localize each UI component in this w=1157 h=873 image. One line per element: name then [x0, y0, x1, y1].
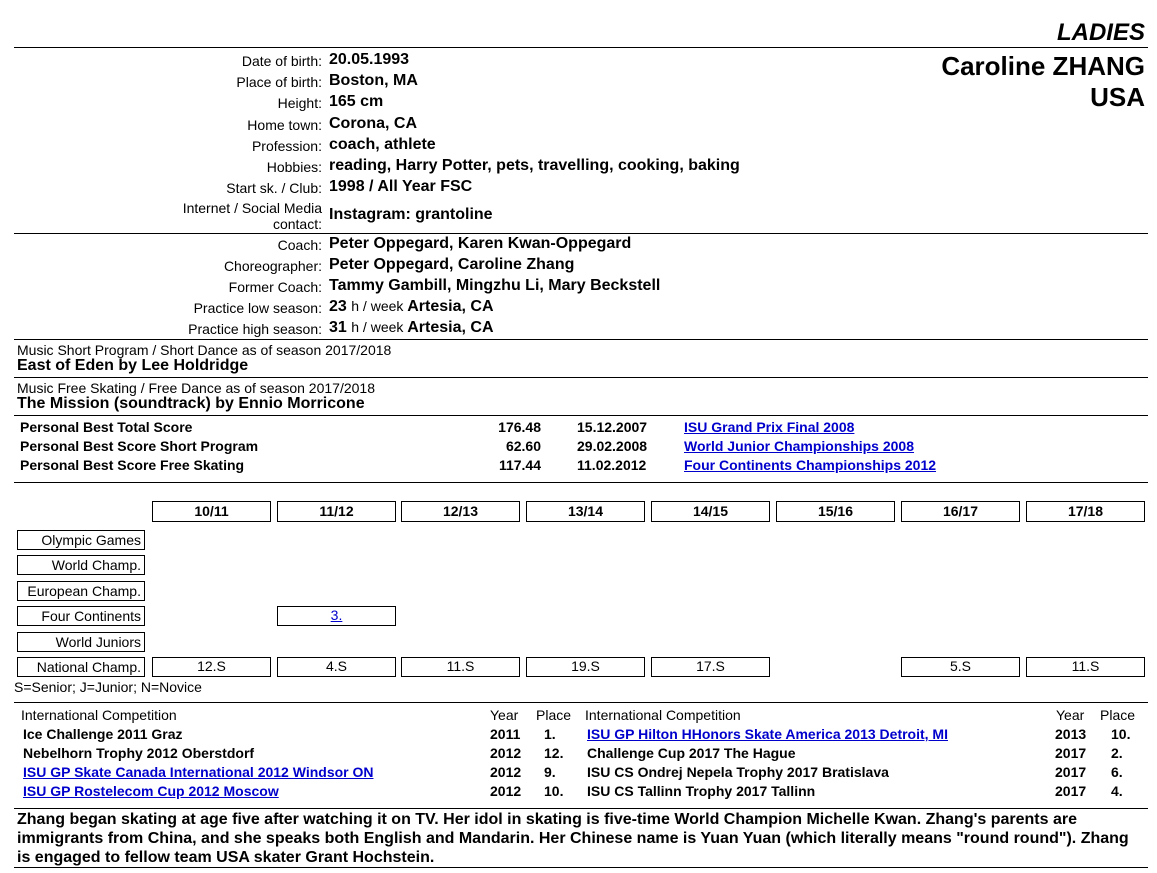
result-cell: 5.S: [901, 657, 1020, 677]
social-value: Instagram: grantoline: [329, 206, 493, 223]
intl-header-year: Year: [1056, 707, 1085, 723]
competition-name: ISU CS Tallinn Trophy 2017 Tallinn: [587, 783, 816, 799]
divider: [14, 377, 1148, 378]
result-link[interactable]: 3.: [330, 607, 343, 623]
bio-value: reading, Harry Potter, pets, travelling, cooking, baking: [329, 157, 740, 174]
bio-value: coach, athlete: [329, 136, 436, 153]
social-label: contact:: [272, 216, 322, 232]
bio-label: Place of birth:: [236, 74, 322, 90]
bio-label: Profession:: [251, 138, 322, 154]
intl-header-competition: International Competition: [585, 707, 741, 723]
practice-hours: 31: [329, 319, 347, 336]
skater-country: USA: [1090, 82, 1145, 112]
former-coach-value: Tammy Gambill, Mingzhu Li, Mary Beckstell: [329, 277, 661, 294]
bio-value: 20.05.1993: [329, 51, 410, 68]
coach-value: Peter Oppegard, Karen Kwan-Oppegard: [329, 235, 632, 252]
results-row-label: World Juniors: [17, 632, 145, 652]
competition-year: 2012: [490, 764, 522, 780]
pb-event-link[interactable]: Four Continents Championships 2012: [684, 457, 937, 473]
result-cell: 11.S: [401, 657, 520, 677]
competition-year: 2011: [490, 726, 521, 742]
result-cell: 19.S: [526, 657, 645, 677]
results-row-label: European Champ.: [17, 581, 145, 601]
pb-date: 15.12.2007: [577, 419, 648, 435]
practice-place: Artesia, CA: [407, 298, 494, 315]
results-row-label: World Champ.: [17, 555, 145, 575]
social-label: Internet / Social Media: [182, 200, 322, 216]
results-row-label: Four Continents: [17, 606, 145, 626]
bio-label: Date of birth:: [241, 53, 322, 69]
free-music-label: Music Free Skating / Free Dance as of season 2017/2018: [17, 380, 375, 396]
competition-year: 2017: [1055, 783, 1087, 799]
free-music-title: The Mission (soundtrack) by Ennio Morricone: [17, 395, 365, 412]
competition-place: 6.: [1111, 764, 1123, 780]
results-row-label: Olympic Games: [17, 530, 145, 550]
bio-label: Hobbies:: [266, 159, 322, 175]
divider: [14, 808, 1148, 809]
competition-year: 2017: [1055, 745, 1087, 761]
competition-place: 10.: [1111, 726, 1131, 742]
intl-header-place: Place: [1100, 707, 1136, 723]
practice-label: Practice high season:: [188, 321, 322, 337]
practice-value: [329, 319, 494, 337]
practice-label: Practice low season:: [193, 300, 322, 316]
season-header: 15/16: [776, 501, 895, 522]
intl-header-place: Place: [536, 707, 572, 723]
competition-place: 2.: [1111, 745, 1123, 761]
result-cell[interactable]: [277, 606, 396, 626]
practice-unit: h / week: [351, 319, 404, 335]
level-legend: S=Senior; J=Junior; N=Novice: [14, 679, 202, 695]
season-header: 14/15: [651, 501, 770, 522]
intl-header-year: Year: [490, 707, 519, 723]
divider: [14, 47, 1148, 48]
divider: [14, 415, 1148, 416]
coach-label: Coach:: [277, 237, 322, 253]
practice-hours: 23: [329, 298, 347, 315]
competition-name: Ice Challenge 2011 Graz: [23, 726, 183, 742]
bio-label: Start sk. / Club:: [226, 180, 322, 196]
bio-value: Boston, MA: [329, 72, 418, 89]
season-header: 12/13: [401, 501, 520, 522]
competition-place: 4.: [1111, 783, 1123, 799]
result-cell: 4.S: [277, 657, 396, 677]
bio-value: 165 cm: [329, 93, 384, 110]
pb-label: Personal Best Score Short Program: [20, 438, 259, 454]
pb-date: 29.02.2008: [577, 438, 648, 454]
result-cell: 17.S: [651, 657, 770, 677]
choreographer-label: Choreographer:: [223, 258, 322, 274]
season-header: 13/14: [526, 501, 645, 522]
pb-score: 62.60: [505, 438, 541, 454]
pb-event-link[interactable]: World Junior Championships 2008: [684, 438, 915, 454]
season-header: 17/18: [1026, 501, 1145, 522]
competition-place: 9.: [544, 764, 556, 780]
pb-score: 176.48: [498, 419, 541, 435]
competition-place: 12.: [544, 745, 564, 761]
divider: [14, 867, 1148, 868]
competition-year: 2012: [490, 783, 522, 799]
result-cell: 11.S: [1026, 657, 1145, 677]
competition-link[interactable]: ISU GP Skate Canada International 2012 Windsor ON: [23, 764, 374, 780]
result-cell: 12.S: [152, 657, 271, 677]
results-row-label: National Champ.: [17, 657, 145, 677]
competition-year: 2013: [1055, 726, 1087, 742]
competition-link[interactable]: ISU GP Rostelecom Cup 2012 Moscow: [23, 783, 279, 799]
short-music-label: Music Short Program / Short Dance as of season 2017/2018: [17, 342, 392, 358]
divider: [14, 702, 1148, 703]
competition-year: 2017: [1055, 764, 1087, 780]
pb-date: 11.02.2012: [577, 457, 647, 473]
former-coach-label: Former Coach:: [228, 279, 322, 295]
season-header: 10/11: [152, 501, 271, 522]
pb-event-link[interactable]: ISU Grand Prix Final 2008: [684, 419, 855, 435]
season-header: 11/12: [277, 501, 396, 522]
pb-label: Personal Best Total Score: [20, 419, 193, 435]
practice-value: [329, 298, 494, 316]
divider: [14, 482, 1148, 483]
divider: [14, 339, 1148, 340]
pb-score: 117.44: [498, 457, 541, 473]
competition-link[interactable]: ISU GP Hilton HHonors Skate America 2013 Detroit, MI: [587, 726, 948, 742]
bio-value: Corona, CA: [329, 115, 417, 132]
season-header: 16/17: [901, 501, 1020, 522]
biography-text: Zhang began skating at age five after watching it on TV. Her idol in skating is five-time World Champion Michelle Kwan. Zhang's parents are immigrants from China, and she speaks both English and Mandarin. Her Chinese name is Yuan Yuan (which literally means "round round"). Zhang is engaged to fellow team USA skater Grant Hochstein.: [17, 811, 1129, 866]
competition-year: 2012: [490, 745, 522, 761]
bio-label: Home town:: [247, 117, 322, 133]
bio-value: 1998 / All Year FSC: [329, 178, 473, 195]
short-music-title: East of Eden by Lee Holdridge: [17, 357, 249, 374]
practice-unit: h / week: [351, 298, 404, 314]
competition-place: 1.: [544, 726, 556, 742]
skater-name: Caroline ZHANG: [941, 51, 1145, 81]
divider: [14, 233, 1148, 234]
competition-name: ISU CS Ondrej Nepela Trophy 2017 Bratislava: [587, 764, 889, 780]
choreographer-value: Peter Oppegard, Caroline Zhang: [329, 256, 575, 273]
practice-place: Artesia, CA: [407, 319, 494, 336]
competition-name: Nebelhorn Trophy 2012 Oberstdorf: [23, 745, 255, 761]
competition-place: 10.: [544, 783, 564, 799]
competition-name: Challenge Cup 2017 The Hague: [587, 745, 796, 761]
bio-label: Height:: [277, 95, 322, 111]
intl-header-competition: International Competition: [21, 707, 177, 723]
pb-label: Personal Best Score Free Skating: [20, 457, 245, 473]
category-title: LADIES: [1056, 19, 1145, 46]
